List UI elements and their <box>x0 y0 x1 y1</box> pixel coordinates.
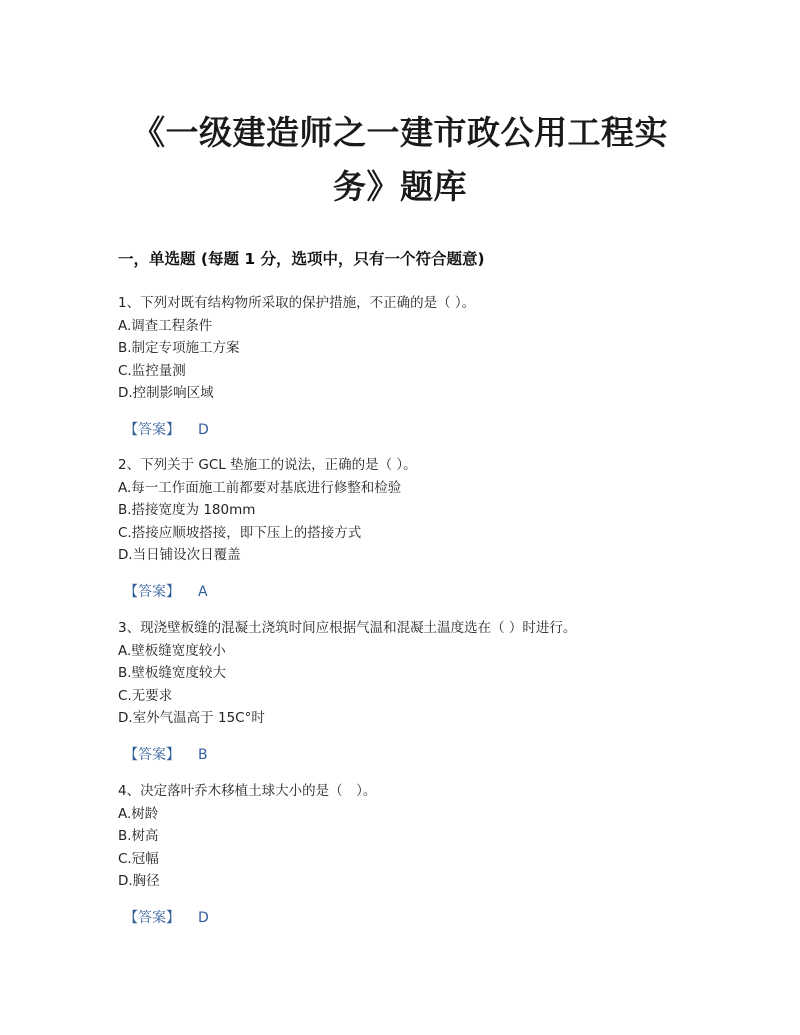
question-stem: 2、下列关于 GCL 垫施工的说法，正确的是（ ）。 <box>118 457 417 473</box>
answer-line <box>118 581 718 603</box>
option-a: A.调查工程条件 <box>118 317 213 334</box>
answer-value: D <box>198 421 209 438</box>
answer-label: 【答案】 <box>124 746 180 763</box>
answer-value: A <box>198 583 208 600</box>
question-3 <box>118 617 718 766</box>
option-c: C.冠幅 <box>118 850 159 867</box>
page-title-line-1: 《一级建造师之一建市政公用工程实 <box>132 113 668 152</box>
option-b: B.制定专项施工方案 <box>118 340 240 356</box>
question-1 <box>118 292 718 441</box>
answer-value: B <box>198 746 208 763</box>
option-b: B.树高 <box>118 828 159 844</box>
answer-label: 【答案】 <box>124 583 180 600</box>
answer-line <box>118 744 718 766</box>
option-a: A.壁板缝宽度较小 <box>118 642 226 659</box>
answer-label: 【答案】 <box>124 909 180 926</box>
section-header: 一，单选题 (每题 1 分，选项中，只有一个符合题意) <box>118 250 485 268</box>
option-c: C.搭接应顺坡搭接，即下压上的搭接方式 <box>118 524 362 541</box>
option-d: D.控制影响区域 <box>118 385 214 401</box>
option-b: B.壁板缝宽度较大 <box>118 665 227 681</box>
option-d: D.室外气温高于 15C°时 <box>118 710 265 726</box>
question-stem: 4、决定落叶乔木移植土球大小的是（ ）。 <box>118 783 377 799</box>
answer-line <box>118 907 718 929</box>
option-d: D.当日铺设次日覆盖 <box>118 547 241 563</box>
option-b: B.搭接宽度为 180mm <box>118 502 256 518</box>
option-c: C.监控量测 <box>118 362 186 379</box>
option-a: A.树龄 <box>118 805 159 822</box>
question-4 <box>118 780 718 929</box>
option-a: A.每一工作面施工前都要对基底进行修整和检验 <box>118 479 402 496</box>
answer-line <box>118 419 718 441</box>
question-2 <box>118 454 718 603</box>
answer-label: 【答案】 <box>124 421 180 438</box>
page-title-line-2: 务》题库 <box>333 167 467 206</box>
option-d: D.胸径 <box>118 873 160 889</box>
question-stem: 1、下列对既有结构物所采取的保护措施，不正确的是（ ）。 <box>118 295 476 311</box>
page-title <box>100 106 700 214</box>
question-stem: 3、现浇壁板缝的混凝土浇筑时间应根据气温和混凝土温度选在（ ）时进行。 <box>118 620 577 636</box>
answer-value: D <box>198 909 209 926</box>
option-c: C.无要求 <box>118 687 173 704</box>
